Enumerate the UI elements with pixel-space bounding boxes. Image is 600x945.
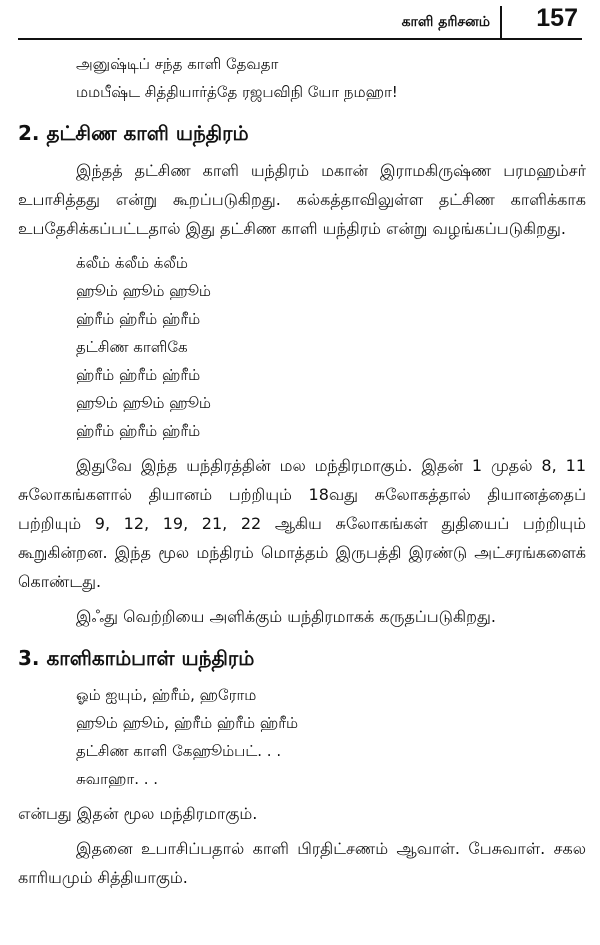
section-heading-3: 3. காளிகாம்பாள் யந்திரம் xyxy=(18,646,255,670)
mantra-line: ஹூம் ஹூம், ஹ்ரீம் ஹ்ரீம் ஹ்ரீம் xyxy=(76,714,299,732)
mantra-line: தட்சிண காளி கேஹூம்பட். . . xyxy=(76,742,282,760)
section2-closing: இஃது வெற்றியை அளிக்கும் யந்திரமாகக் கருதப்படுகிறது. xyxy=(76,607,496,626)
mantra-line: ஹூம் ஹூம் ஹூம் xyxy=(76,282,211,300)
section3-mantra xyxy=(18,681,586,793)
page-number: 157 xyxy=(536,4,578,32)
header-divider xyxy=(500,6,502,38)
section3-after-mantra: என்பது இதன் மூல மந்திரமாகும். xyxy=(18,804,258,823)
section2-explanation: இதுவே இந்த யந்திரத்தின் மல மந்திரமாகும். இதன் 1 முதல் 8, 11 சுலோகங்களால் தியானம் பற்றியும் 18வது சுலோகத்தால் தியானத்தைப் பற்றியும் 9, 12, 19, 21, 22 ஆகிய சுலோகங்கள் துதியைப் பற்றியும் கூறுகின்றன. இந்த மூல மந்திரம் மொத்தம் இருபத்தி இரண்டு அட்சரங்களைக் கொண்டது. xyxy=(18,456,586,591)
mantra-line: ஹூம் ஹூம் ஹூம் xyxy=(76,394,211,412)
section2-intro: இந்தத் தட்சிண காளி யந்திரம் மகான் இராமகிருஷ்ண பரமஹம்சர் உபாசித்தது என்று கூறப்படுகிறது. கல்கத்தாவிலுள்ள தட்சிண காளிக்காக உபதேசிக்கப்பட்டதால் இது தட்சிண காளி யந்திரம் என்று வழங்கப்படுகிறது. xyxy=(18,161,586,238)
mantra-line: தட்சிண காளிகே xyxy=(76,338,188,356)
page-header xyxy=(18,4,582,40)
mantra-line: சுவாஹா. . . xyxy=(76,770,159,788)
section-heading-2: 2. தட்சிண காளி யந்திரம் xyxy=(18,121,249,145)
mantra-line: க்லீம் க்லீம் க்லீம் xyxy=(76,254,188,272)
mantra-line: ஓம் ஐயும், ஹ்ரீம், ஹரோம xyxy=(76,686,257,704)
mantra-line: ஹ்ரீம் ஹ்ரீம் ஹ்ரீம் xyxy=(76,422,201,440)
verse-line: மமபீஷ்ட சித்தியார்த்தே ரஜபவிநி யோ நமஹா! xyxy=(76,83,398,101)
page-body xyxy=(18,50,586,892)
verse-line: அனுஷ்டிப் சந்த காளி தேவதா xyxy=(76,55,279,73)
mantra-line: ஹ்ரீம் ஹ்ரீம் ஹ்ரீம் xyxy=(76,366,201,384)
opening-verse xyxy=(18,50,586,106)
section2-mantra xyxy=(18,249,586,445)
running-title: காளி தரிசனம் xyxy=(401,14,490,30)
mantra-line: ஹ்ரீம் ஹ்ரீம் ஹ்ரீம் xyxy=(76,310,201,328)
section3-benefit: இதனை உபாசிப்பதால் காளி பிரதிட்சணம் ஆவாள். பேசுவாள். சகல காரியமும் சித்தியாகும். xyxy=(18,839,586,887)
